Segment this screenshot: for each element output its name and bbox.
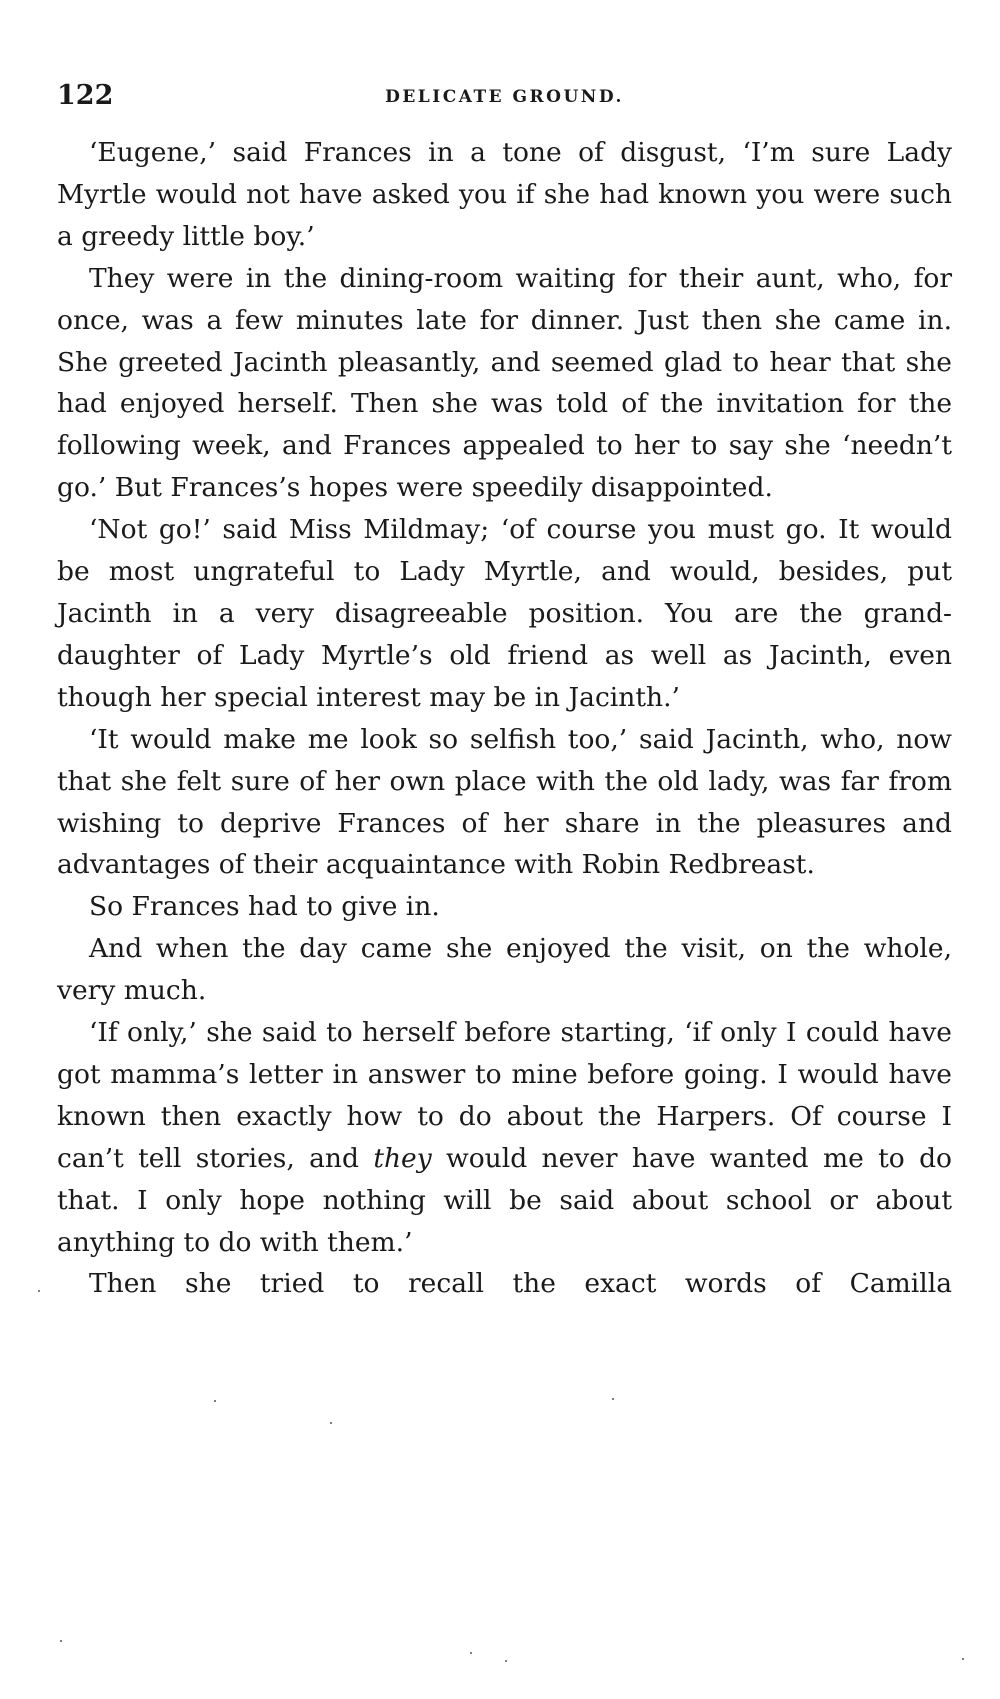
body-text <box>57 132 952 1305</box>
print-speck <box>38 1290 40 1292</box>
paragraph-6: And when the day came she enjoyed the visit, on the whole, very much. <box>57 933 952 1007</box>
page-number: 122 <box>57 80 114 111</box>
paragraph-5: So Frances had to give in. <box>89 891 440 923</box>
paragraph-2: They were in the dining-room waiting for their aunt, who, for once, was a few minutes late for dinner. Just then she came in. She greeted Jacinth pleasantly, and seemed glad to hear that she had enjoyed herself. Then she was told of the invitation for the following week, and Frances appealed to her to say she ‘needn’t go.’ But Frances’s hopes were speedily disappointed. <box>57 262 952 504</box>
running-head <box>57 78 952 118</box>
print-speck <box>505 1660 507 1662</box>
print-speck <box>60 1640 62 1642</box>
print-speck <box>962 1658 964 1660</box>
paragraph-3: ‘Not go!’ said Miss Mildmay; ‘of course you must go. It would be most ungrateful to Lady Myrtle, and would, besides, put Jacinth in a very disagreeable position. You are the grand-daughter of Lady Myrtle’s old friend as well as Jacinth, even though her special interest may be in Jacinth.’ <box>57 514 952 713</box>
paragraph-1: ‘Eugene,’ said Frances in a tone of disgust, ‘I’m sure Lady Myrtle would not have asked you if she had known you were such a greedy little boy.’ <box>57 137 952 252</box>
print-speck <box>612 1398 614 1400</box>
paragraph-7-text-b: would never have wanted me to do that. I only hope nothing will be said about school or about anything to do with them.’ <box>57 1142 952 1258</box>
print-speck <box>470 1652 472 1654</box>
paragraph-4: ‘It would make me look so selfish too,’ said Jacinth, who, now that she felt sure of her own place with the old lady, was far from wishing to deprive Frances of her share in the pleasures and advantages of their acquaintance with Robin Redbreast. <box>57 723 952 881</box>
running-title: DELICATE GROUND. <box>385 87 624 107</box>
paragraph-7-text-a: ‘If only,’ she said to herself before starting, ‘if only I could have got mamma’s letter in answer to mine before going. I would have known then exactly how to do about the Harpers. Of course I can’t tell stories, and <box>57 1017 952 1174</box>
print-speck <box>214 1400 216 1402</box>
print-speck <box>330 1422 332 1424</box>
paragraph-8: Then she tried to recall the exact words of Camilla <box>89 1268 952 1300</box>
italic-word: they <box>373 1142 432 1174</box>
paragraph-7 <box>57 1012 952 1263</box>
